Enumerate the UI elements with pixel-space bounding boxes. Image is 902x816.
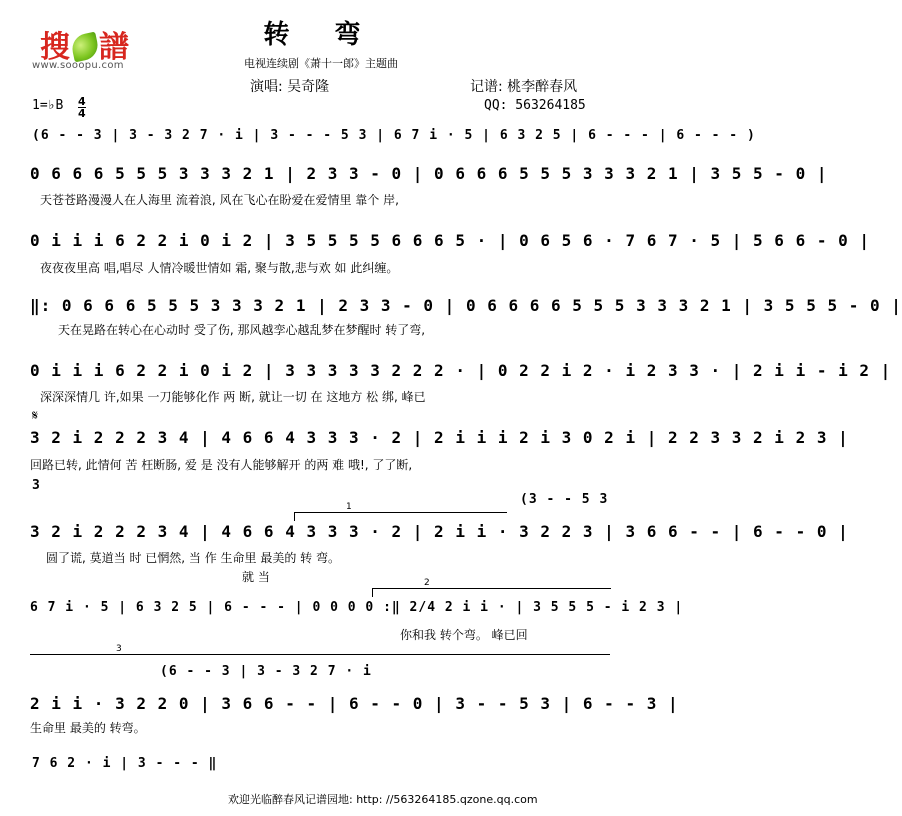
coda-phrase: (6 - - 3 | 3 - 3 2 7 · i [160,664,372,679]
score-line-1: 0 6 6 6 5 5 5 3 3 3 2 1 | 2 3 3 - 0 | 0 6 6 6 5 5 5 3 3 3 2 1 | 3 5 5 - 0 | [30,164,828,183]
score-line-intro: (6 - - 3 | 3 - 3 2 7 · i | 3 - - - 5 3 | 6 7 i · 5 | 6 3 2 5 | 6 - - - | 6 - - - ) [32,128,756,143]
volta-bracket-1 [294,512,507,521]
singer-credit: 演唱: 吴奇隆 [250,79,330,95]
lyrics-line-8: 生命里 最美的 转弯。 [30,721,146,735]
lyrics-line-7: 你和我 转个弯。 峰已回 [400,628,528,642]
lyrics-alt-jiudang: 就 当 [242,570,270,584]
volta-label-1: 1 [346,502,352,512]
intro-tail: (3 - - 5 3 [520,492,609,507]
song-subtitle: 电视连续剧《萧十一郎》主题曲 [244,57,398,70]
lyrics-line-6: 圆了谎, 莫道当 时 已惘然, 当 作 生命里 最美的 转 弯。 [46,551,340,565]
song-title: 转 弯 [263,20,379,50]
score-line-4: 0 i i i 6 2 2 i 0 i 2 | 3 3 3 3 3 2 2 2 · | 0 2 2 i 2 · i 2 3 3 · | 2 i i - i 2 | [30,361,892,380]
footer-link[interactable]: 欢迎光临醉春风记谱园地: http: //563264185.qzone.qq.com [228,793,538,806]
ds-marker: 3 [32,478,41,493]
notator-credit: 记谱: 桃李醉春风 [470,79,578,95]
lyrics-line-1: 天苍苍路漫漫人在人海里 流着浪, 风在飞心在盼爱在爱情里 靠个 岸, [40,193,399,207]
score-line-7: 6 7 i · 5 | 6 3 2 5 | 6 - - - | 0 0 0 0 :‖ 2/4 2 i i · | 3 5 5 5 - i 2 3 | [30,600,684,615]
volta-label-3: 3 [116,644,122,654]
score-line-9: 7 6 2 · i | 3 - - - ‖ [32,756,218,771]
score-line-8: 2 i i · 3 2 2 0 | 3 6 6 - - | 6 - - 0 | 3 - - 5 3 | 6 - - 3 | [30,694,679,713]
lyrics-line-5: 回路已转, 此情何 苦 枉断肠, 爱 是 没有人能够解开 的两 难 哦!, 了了断, [30,458,413,472]
logo-url: www.sooopu.com [32,60,124,71]
lyrics-line-2: 夜夜夜里高 唱,唱尽 人情冷暖世情如 霜, 聚与散,悲与欢 如 此纠缠。 [40,261,399,275]
score-line-3: ‖: 0 6 6 6 5 5 5 3 3 3 2 1 | 2 3 3 - 0 | 0 6 6 6 6 5 5 5 3 3 3 2 1 | 3 5 5 5 - 0 | [30,296,902,315]
lyrics-line-3: 天在晃路在转心在心动时 受了伤, 那风越孪心越乱梦在梦醒时 转了弯, [58,323,426,337]
key-signature: 1=♭B [32,98,64,113]
segno-icon: 𝄋 [32,408,39,424]
volta-bracket-3 [30,654,610,655]
logo-text: 搜 譜 [40,30,130,65]
time-signature: 4 4 [78,95,86,120]
score-line-6: 3 2 i 2 2 2 3 4 | 4 6 6 4 3 3 3 · 2 | 2 i i · 3 2 2 3 | 3 6 6 - - | 6 - - 0 | [30,522,849,541]
score-line-2: 0 i i i 6 2 2 i 0 i 2 | 3 5 5 5 5 6 6 6 5 · | 0 6 5 6 · 7 6 7 · 5 | 5 6 6 - 0 | [30,231,870,250]
score-line-5: 3 2 i 2 2 2 3 4 | 4 6 6 4 3 3 3 · 2 | 2 i i i 2 i 3 0 2 i | 2 2 3 3 2 i 2 3 | [30,428,849,447]
volta-bracket-2 [372,588,611,597]
lyrics-line-4: 深深深情几 许,如果 一刀能够化作 两 断, 就让一切 在 这地方 松 绑, 峰已 [40,390,426,404]
volta-label-2: 2 [424,578,430,588]
qq-number: QQ: 563264185 [484,98,586,113]
